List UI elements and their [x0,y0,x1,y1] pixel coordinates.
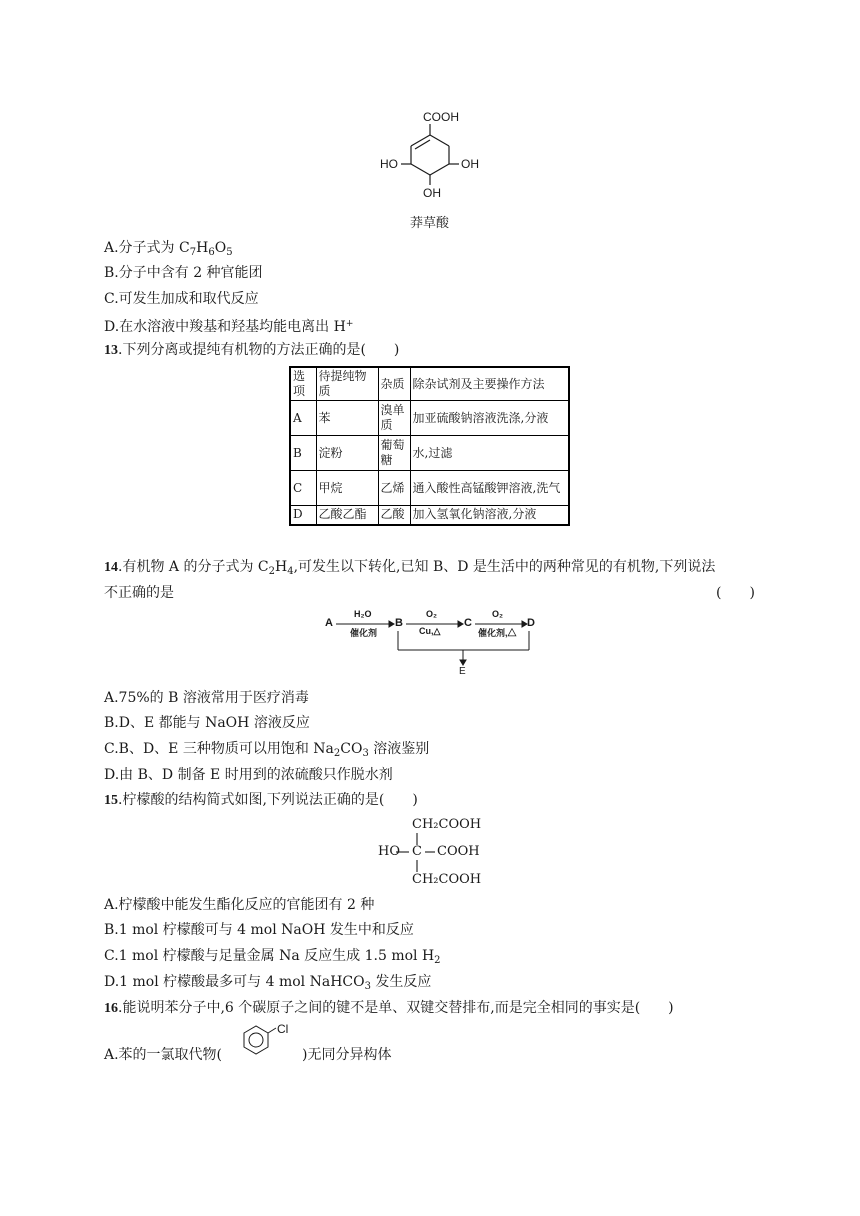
table-cell: 苯 [316,401,378,436]
scheme-e: E [459,666,466,677]
chlorobenzene-structure [232,1024,302,1064]
q12-option-a: A.分子式为 $C_7H_6O_5$ [104,240,233,258]
citric-ho: HO [378,844,400,859]
q15-option-c: C.1 mol 柠檬酸与足量金属 Na 反应生成 1.5 mol $H_2$ [104,948,441,966]
q14-option-a: A.75%的 B 溶液常用于医疗消毒 [104,690,309,706]
reaction-scheme [322,606,542,680]
q12-option-d: D.在水溶液中羧基和羟基均能电离出 H+ [104,319,354,335]
q14-stem-line2: 不正确的是 [104,585,174,601]
cooh-label: COOH [423,110,459,124]
q14-answer-paren: ( ) [716,585,755,601]
q14-option-d: D.由 B、D 制备 E 时用到的浓硫酸只作脱水剂 [104,767,393,783]
table-cell: 乙酸 [378,506,410,525]
table-header-cell: 选项 [290,367,316,401]
scheme-c: C [464,617,472,629]
table-row [290,401,569,436]
q12-option-b: B.分子中含有 2 种官能团 [104,265,263,281]
scheme-h2o: H₂O [354,609,372,619]
table-cell: 水,过滤 [410,436,569,471]
table-row [290,471,569,506]
table-header-row [290,367,569,401]
q15-stem: 15.柠檬酸的结构简式如图,下列说法正确的是( ) [104,792,418,808]
scheme-o2-1: O₂ [426,609,437,619]
ho-left-label: HO [380,157,398,171]
scheme-cat1: 催化剂 [350,628,378,638]
scheme-cond3: 催化剂,△ [478,628,517,638]
q14-stem-line1: 14.有机物 A 的分子式为 $C_2H_4$,可发生以下转化,已知 B、D 是生活中的两种常见的有机物,下列说法 [104,559,716,577]
q15-option-d: D.1 mol 柠檬酸最多可与 4 mol NaHCO$_3$ 发生反应 [104,974,432,992]
scheme-b: B [395,617,403,629]
benzene-ring-icon [232,1024,302,1064]
q16-stem: 16.能说明苯分子中,6 个碳原子之间的键不是单、双键交替排布,而是完全相同的事实是( ) [104,1000,674,1016]
table-header-cell: 杂质 [378,367,410,401]
table-cell: C [290,471,316,506]
table-cell: 加亚硫酸钠溶液洗涤,分液 [410,401,569,436]
table-cell: D [290,506,316,525]
scheme-cond2: Cu,△ [419,626,441,636]
table-row [290,436,569,471]
q14-option-b: B.D、E 都能与 NaOH 溶液反应 [104,715,310,731]
table-cell: B [290,436,316,471]
scheme-a: A [325,617,333,629]
q13-stem: 13.下列分离或提纯有机物的方法正确的是( ) [104,342,400,358]
scheme-d: D [527,617,535,629]
table-row [290,506,569,525]
molecule-caption: 莽草酸 [410,216,450,231]
table-cell: 溴单质 [378,401,410,436]
citric-bottom: CH₂COOH [412,872,482,887]
table-cell: 葡萄糖 [378,436,410,471]
citric-acid-structure [376,814,496,890]
citric-c: C [412,844,422,859]
q14-option-c: C.B、D、E 三种物质可以用饱和 $Na_2CO_3$ 溶液鉴别 [104,741,430,759]
oh-bottom-label: OH [423,186,441,200]
table-cell: A [290,401,316,436]
table-cell: 通入酸性高锰酸钾溶液,洗气 [410,471,569,506]
citric-top: CH₂COOH [412,817,482,832]
table-cell: 加入氢氧化钠溶液,分液 [410,506,569,525]
q15-option-b: B.1 mol 柠檬酸可与 4 mol NaOH 发生中和反应 [104,922,414,938]
table-cell: 乙烯 [378,471,410,506]
cl-label: Cl [277,1022,289,1036]
q15-option-a: A.柠檬酸中能发生酯化反应的官能团有 2 种 [104,897,375,913]
q16-option-a-prefix: A.苯的一氯取代物( [104,1047,223,1063]
q16-option-a-suffix: )无同分异构体 [302,1047,392,1063]
scheme-o2-2: O₂ [492,609,503,619]
table-cell: 淀粉 [316,436,378,471]
q13-table [289,366,570,526]
table-cell: 甲烷 [316,471,378,506]
shikimic-acid-structure [375,108,495,208]
q12-option-c: C.可发生加成和取代反应 [104,291,259,307]
table-header-cell: 待提纯物质 [316,367,378,401]
table-header-cell: 除杂试剂及主要操作方法 [410,367,569,401]
table-cell: 乙酸乙酯 [316,506,378,525]
citric-right: COOH [437,844,480,859]
oh-right-label: OH [461,157,479,171]
